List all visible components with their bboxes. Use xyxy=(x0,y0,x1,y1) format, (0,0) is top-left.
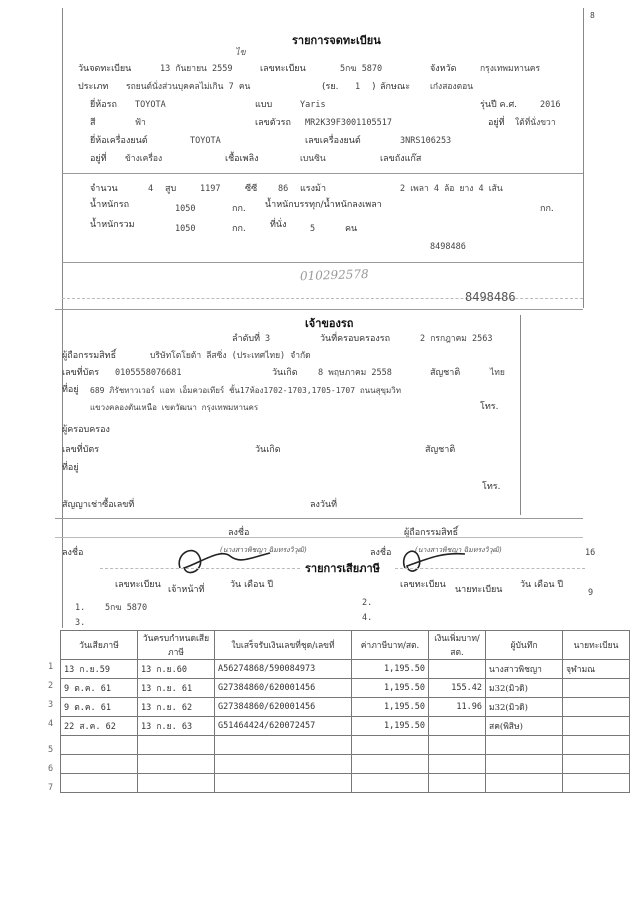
sign-label: ลงชื่อ xyxy=(228,528,250,538)
side-mark: 16 xyxy=(585,548,596,558)
cell-tax: 1,195.50 xyxy=(352,660,429,679)
holder-label: ผู้ถือกรรมสิทธิ์ xyxy=(62,351,117,361)
engine-brand-label: ยี่ห้อเครื่องยนต์ xyxy=(90,136,148,146)
holder-value: บริษัทโตโยต้า ลีสซิ่ง (ประเทศไทย) จำกัด xyxy=(150,351,311,361)
row-number: 1 xyxy=(48,662,54,672)
cell-due: 13 ก.ย. 62 xyxy=(138,698,215,717)
signature-officer xyxy=(170,538,280,583)
contract-label: สัญญาเช่าซื้อเลขที่ xyxy=(62,500,135,510)
cell-registrar xyxy=(563,736,630,755)
card2-label: เลขที่บัตร xyxy=(62,445,100,455)
gross-value: 1050 xyxy=(175,224,196,234)
cell-receipt: G27384860/620001456 xyxy=(215,679,352,698)
paid-date: 9 ต.ค. 61 xyxy=(64,703,112,713)
tax-title: รายการเสียภาษี xyxy=(305,562,380,575)
load-label: น้ำหนักบรรทุก/น้ำหนักลงเพลา xyxy=(265,200,382,210)
list-1: 1. xyxy=(75,603,86,613)
chassis-value: MR2K39F3001105517 xyxy=(305,118,392,128)
addr-line-2: แขวงคลองตันเหนือ เขตวัฒนา กรุงเทพมหานคร xyxy=(90,403,259,412)
cell-due: 13 ก.ย.60 xyxy=(138,660,215,679)
rn-close: ) xyxy=(372,82,376,92)
weight-label: น้ำหนักรถ xyxy=(90,200,130,210)
table-row xyxy=(61,736,630,755)
brand-value: TOYOTA xyxy=(135,100,166,110)
cell-registrar xyxy=(563,755,630,774)
model-value: Yaris xyxy=(300,100,326,110)
cell-due xyxy=(138,736,215,755)
table-row xyxy=(61,755,630,774)
type-label: ประเภท xyxy=(78,82,109,92)
cell-due: 13 ก.ย. 63 xyxy=(138,717,215,736)
sig-line-1 xyxy=(100,568,300,569)
count-value: 4 xyxy=(148,184,154,194)
engine-no-label: เลขเครื่องยนต์ xyxy=(305,136,361,146)
cell-paid xyxy=(48,717,138,736)
cell-registrar xyxy=(563,717,630,736)
section-divider-2 xyxy=(62,262,583,263)
engine-loc: ข้างเครื่อง xyxy=(125,154,163,164)
cell-extra xyxy=(429,774,486,793)
section-divider xyxy=(62,173,583,174)
tax-table xyxy=(48,630,630,793)
cell-paid xyxy=(48,774,138,793)
kg-label-1: กก. xyxy=(232,204,246,214)
tank-label: เลขถังแก๊ส xyxy=(380,154,422,164)
color-label: สี xyxy=(90,118,96,128)
cell-recorder: สค(พิสิษ) xyxy=(486,717,563,736)
birth-value: 8 พฤษภาคม 2558 xyxy=(318,368,392,378)
birth-label: วันเกิด xyxy=(272,368,298,378)
reg-no-label: เลขทะเบียน xyxy=(260,64,306,74)
province: กรุงเทพมหานคร xyxy=(480,64,541,74)
row-number: 2 xyxy=(48,681,54,691)
cell-receipt: G27384860/620001456 xyxy=(215,698,352,717)
reg-date: 13 กันยายน 2559 xyxy=(160,64,233,74)
seats-label: ที่นั่ง xyxy=(270,220,287,230)
cell-recorder: ม32(มิวดิ) xyxy=(486,679,563,698)
addr-label: ที่อยู่ xyxy=(62,385,79,395)
gross-label: น้ำหนักรวม xyxy=(90,220,135,230)
cell-due xyxy=(138,774,215,793)
card-label: เลขที่บัตร xyxy=(62,368,100,378)
registrar-label: นายทะเบียน xyxy=(455,585,503,595)
list-4: 4. xyxy=(362,613,373,623)
chassis-loc: ใต้ที่นั่งขวา xyxy=(515,118,556,128)
cell-extra xyxy=(429,736,486,755)
code-2: 8498486 xyxy=(465,290,516,304)
col-extra: เงินเพิ่มบาท/สต. xyxy=(429,631,486,660)
cell-tax: 1,195.50 xyxy=(352,679,429,698)
tax-header-row xyxy=(61,631,630,660)
count-label: จำนวน xyxy=(90,184,118,194)
table-row xyxy=(61,660,630,679)
cell-tax xyxy=(352,774,429,793)
cell-paid xyxy=(48,736,138,755)
sig-line-2 xyxy=(395,568,585,569)
cell-extra xyxy=(429,717,486,736)
tel-label: โทร. xyxy=(480,402,499,412)
list-2: 2. xyxy=(362,598,373,608)
table-row xyxy=(61,679,630,698)
cell-receipt: A56274868/590084973 xyxy=(215,660,352,679)
col-receipt: ใบเสร็จรับเงินเลขที่ชุด/เลขที่ xyxy=(215,631,352,660)
cell-extra: 11.96 xyxy=(429,698,486,717)
stamp-name-1: (นางสาวพิชญา ฉิมทรงวิวุฒิ) xyxy=(220,546,307,554)
cell-recorder: ม32(มิวดิ) xyxy=(486,698,563,717)
cell-extra: 155.42 xyxy=(429,679,486,698)
addr-line-1: 689 ภิรัชทาวเวอร์ แอท เอ็มควอเทียร์ ชั้น17ห้อง1702-1703,1705-1707 ถนนสุขุมวิท xyxy=(90,386,402,395)
cell-receipt xyxy=(215,755,352,774)
card-value: 0105558076681 xyxy=(115,368,182,378)
sign3-label: ลงชื่อ xyxy=(370,548,392,558)
cell-receipt xyxy=(215,774,352,793)
regno-label-2: เลขทะเบียน xyxy=(400,580,446,590)
table-row xyxy=(61,774,630,793)
rn-label: (รย. xyxy=(322,82,339,92)
fuel-label: เชื้อเพลิง xyxy=(225,154,259,164)
row-number: 3 xyxy=(48,700,54,710)
cell-tax xyxy=(352,755,429,774)
cell-receipt: G51464424/620072457 xyxy=(215,717,352,736)
weight-value: 1050 xyxy=(175,204,196,214)
owner-bottom-line xyxy=(55,518,583,519)
order-value: 3 xyxy=(265,334,271,344)
paid-date: 22 ส.ค. 62 xyxy=(64,722,116,732)
seats-value: 5 xyxy=(310,224,316,234)
possess-value: 2 กรกฎาคม 2563 xyxy=(420,334,493,344)
cell-recorder xyxy=(486,755,563,774)
province-label: จังหวัด xyxy=(430,64,457,74)
frame-right-lower xyxy=(520,315,521,515)
hp-value: 86 xyxy=(278,184,289,194)
frame-left xyxy=(62,8,63,628)
color-value: ฟ้า xyxy=(135,118,146,128)
kg-label-3: กก. xyxy=(232,224,246,234)
order-label: ลำดับที่ xyxy=(232,334,261,344)
type-value: รถยนต์นั่งส่วนบุคคลไม่เกิน 7 คน xyxy=(126,82,251,92)
contract-date-label: ลงวันที่ xyxy=(310,500,338,510)
paid-date: 9 ต.ค. 61 xyxy=(64,684,112,694)
cyl-label: สูบ xyxy=(165,184,177,194)
annot-mark: ไข xyxy=(235,48,246,58)
row-number: 5 xyxy=(48,745,54,755)
engine-no: 3NRS106253 xyxy=(400,136,452,146)
cell-extra xyxy=(429,660,486,679)
nation2-label: สัญชาติ xyxy=(425,445,456,455)
row-number: 6 xyxy=(48,764,54,774)
cell-due: 13 ก.ย. 61 xyxy=(138,679,215,698)
kg-label-2: กก. xyxy=(540,204,554,214)
possess-label: วันที่ครอบครองรถ xyxy=(320,334,391,344)
cell-paid xyxy=(48,660,138,679)
fuel-value: เบนซิน xyxy=(300,154,326,164)
list-1-value: 5กฆ 5870 xyxy=(105,603,148,613)
model-label: แบบ xyxy=(255,100,273,110)
cell-registrar xyxy=(563,679,630,698)
date-label-2: วัน เดือน ปี xyxy=(520,580,564,590)
cell-extra xyxy=(429,755,486,774)
cc-label: ซีซี xyxy=(245,184,258,194)
cell-tax xyxy=(352,736,429,755)
cell-recorder: นางสาวพิชญา xyxy=(486,660,563,679)
engine-loc-label: อยู่ที่ xyxy=(90,154,107,164)
cell-paid xyxy=(48,679,138,698)
list-3: 3. xyxy=(75,618,86,628)
cell-paid xyxy=(48,755,138,774)
code-1: 8498486 xyxy=(430,242,466,252)
possessor-label: ผู้ครอบครอง xyxy=(62,425,110,435)
cell-recorder xyxy=(486,774,563,793)
seats-unit: คน xyxy=(345,224,358,234)
nation-value: ไทย xyxy=(490,368,505,378)
officer-label: เจ้าหน้าที่ xyxy=(168,585,205,595)
cell-receipt xyxy=(215,736,352,755)
cell-recorder xyxy=(486,736,563,755)
axles-value: 2 เพลา 4 ล้อ ยาง 4 เส้น xyxy=(400,184,503,194)
registration-title: รายการจดทะเบียน xyxy=(292,34,381,47)
birth2-label: วันเกิด xyxy=(255,445,281,455)
brand-label: ยี่ห้อรถ xyxy=(90,100,117,110)
owner-top-line xyxy=(55,309,583,310)
cell-tax: 1,195.50 xyxy=(352,717,429,736)
owner-title: เจ้าของรถ xyxy=(305,317,354,330)
body-value: เก๋งสองตอน xyxy=(430,82,474,92)
rn-value: 1 xyxy=(355,82,361,92)
stamp-name-2: (นางสาวพิชญา ฉิมทรงวิวุฒิ) xyxy=(415,546,502,554)
cell-registrar xyxy=(563,698,630,717)
engine-brand: TOYOTA xyxy=(190,136,221,146)
cell-due xyxy=(138,755,215,774)
sig-divider xyxy=(55,537,583,538)
col-registrar: นายทะเบียน xyxy=(563,631,630,660)
col-paid: วันเสียภาษี xyxy=(61,631,138,660)
cell-registrar xyxy=(563,774,630,793)
hp-label: แรงม้า xyxy=(300,184,327,194)
nation-label: สัญชาติ xyxy=(430,368,461,378)
holder-sig-label: ผู้ถือกรรมสิทธิ์ xyxy=(404,528,459,538)
table-row xyxy=(61,698,630,717)
cell-registrar: จุฬามณ xyxy=(563,660,630,679)
signature-registrar xyxy=(395,540,475,580)
cell-paid xyxy=(48,698,138,717)
sign2-label: ลงชื่อ xyxy=(62,548,84,558)
year-value: 2016 xyxy=(540,100,561,110)
date-label-1: วัน เดือน ปี xyxy=(230,580,274,590)
cc-value: 1197 xyxy=(200,184,221,194)
paid-date: 13 ก.ย.59 xyxy=(64,665,110,675)
chassis-label: เลขตัวรถ xyxy=(255,118,291,128)
row-number: 4 xyxy=(48,719,54,729)
tel2-label: โทร. xyxy=(482,482,501,492)
table-row xyxy=(61,717,630,736)
chassis-loc-label: อยู่ที่ xyxy=(488,118,505,128)
page-number: 8 xyxy=(590,11,595,20)
reg-date-label: วันจดทะเบียน xyxy=(78,64,132,74)
col-recorder: ผู้บันทึก xyxy=(486,631,563,660)
addr2-label: ที่อยู่ xyxy=(62,463,79,473)
side-mark-2: 9 xyxy=(588,588,594,598)
body-label: ลักษณะ xyxy=(380,82,411,92)
frame-right xyxy=(583,8,584,308)
reg-no: 5กฆ 5870 xyxy=(340,64,383,74)
regno-label-1: เลขทะเบียน xyxy=(115,580,161,590)
year-label: รุ่นปี ค.ศ. xyxy=(480,100,518,110)
cell-tax: 1,195.50 xyxy=(352,698,429,717)
col-tax: ค่าภาษีบาท/สต. xyxy=(352,631,429,660)
row-number: 7 xyxy=(48,783,54,793)
col-due: วันครบกำหนดเสียภาษี xyxy=(138,631,215,660)
handwritten-code: 010292578 xyxy=(299,266,369,284)
